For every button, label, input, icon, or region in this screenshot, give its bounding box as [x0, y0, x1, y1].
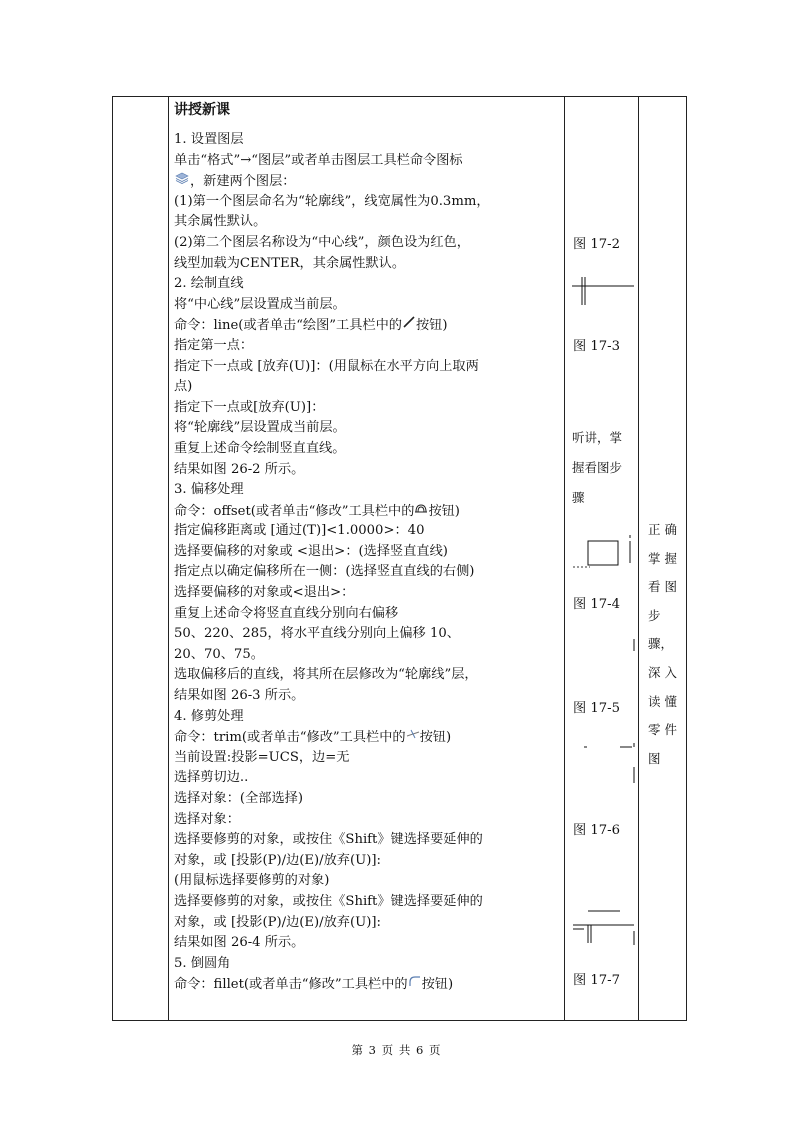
lesson-line: 选取偏移后的直线，将其所在层修改为“轮廓线”层，	[174, 667, 478, 683]
lesson-line-text: 按钮)	[419, 730, 452, 746]
lesson-line-text: 命令：trim(或者单击“修改”工具栏中的	[174, 730, 406, 746]
figure-label: 图 17-7	[573, 973, 621, 988]
teaching-objective	[648, 516, 688, 773]
lesson-line	[174, 727, 558, 748]
lesson-line: (用鼠标选择要修剪的对象)	[174, 873, 330, 889]
lesson-steps	[174, 130, 558, 995]
section-heading: 讲授新课	[174, 102, 230, 118]
lesson-line: 将“中心线”层设置成当前层。	[174, 296, 346, 312]
lesson-line: 对象，或 [投影(P)/边(E)/放弃(U)]:	[174, 852, 381, 868]
offset-tool-icon	[414, 501, 428, 522]
lesson-line: 选择对象：(全部选择)	[174, 791, 303, 806]
lesson-line	[174, 171, 558, 192]
lesson-line: 5. 倒圆角	[174, 955, 231, 971]
student-activity-note	[572, 423, 636, 513]
objective-line: 深 入	[648, 664, 677, 680]
lesson-line-text: 按钮)	[428, 503, 460, 519]
lesson-line: 其余属性默认。	[174, 214, 267, 230]
figure-17-3-thumbnail	[572, 535, 636, 569]
lesson-line: 3. 偏移处理	[174, 482, 244, 498]
lesson-line: 结果如图 26-4 所示。	[174, 935, 305, 951]
lesson-line: 指定偏移距离或 [通过(T)]<1.0000>：40	[174, 523, 425, 539]
lesson-line: 选择剪切边..	[174, 770, 249, 786]
objective-line: 步	[648, 607, 661, 623]
lesson-line-text: 按钮)	[421, 977, 454, 993]
lesson-line: 重复上述命令将竖直直线分别向右偏移	[174, 605, 399, 621]
lesson-line: 结果如图 26-2 所示。	[174, 461, 305, 477]
page-footer: 第 3 页 共 6 页	[351, 1043, 442, 1057]
lesson-line: 当前设置:投影=UCS，边=无	[174, 749, 350, 765]
fillet-tool-icon	[408, 974, 422, 995]
lesson-line: 1. 设置图层	[174, 132, 244, 147]
trim-tool-icon	[406, 727, 420, 748]
lesson-line: 选择要偏移的对象或 <退出>：(选择竖直直线)	[174, 543, 448, 559]
lesson-line: 结果如图 26-3 所示。	[174, 688, 305, 704]
tick-mark	[572, 637, 636, 653]
lesson-line	[174, 501, 558, 522]
lesson-content-column	[168, 97, 564, 1020]
objective-line: 零 件	[648, 722, 677, 738]
figure-17-2-thumbnail	[572, 277, 636, 307]
lesson-line: 20、70、75。	[174, 646, 264, 662]
lesson-line: 指定点以确定偏移所在一侧：(选择竖直直线的右侧)	[174, 564, 475, 580]
lesson-line	[174, 315, 558, 336]
figure-label: 图 17-5	[573, 701, 621, 716]
lesson-line: 指定下一点或[放弃(U)]：	[174, 399, 325, 415]
lesson-line: (1)第一个图层命名为“轮廓线”，线宽属性为0.3mm，	[174, 193, 490, 209]
figure-17-5-thumbnail	[572, 739, 636, 789]
note-line: 握看图步	[572, 460, 623, 475]
lesson-line-text: 按钮)	[416, 318, 448, 334]
note-line: 骤	[572, 490, 585, 505]
lesson-line: 选择要偏移的对象或<退出>：	[174, 585, 355, 601]
layers-icon	[174, 171, 190, 192]
figure-label: 图 17-4	[573, 597, 621, 612]
figure-label: 图 17-6	[573, 823, 621, 838]
objective-line: 读 懂	[648, 693, 677, 709]
lesson-line-text: 命令：fillet(或者单击“修改”工具栏中的	[174, 977, 408, 993]
figure-label: 图 17-2	[573, 237, 621, 252]
figure-label: 图 17-3	[573, 339, 621, 354]
lesson-line: 点)	[174, 379, 193, 395]
column-divider	[638, 97, 639, 1020]
objective-line: 骤，	[648, 636, 674, 652]
lesson-line: 指定下一点或 [放弃(U)]：(用鼠标在水平方向上取两	[174, 358, 479, 374]
lesson-line: 线型加载为CENTER，其余属性默认。	[174, 255, 406, 271]
lesson-line-text: ，新建两个图层：	[190, 173, 296, 189]
objective-line: 正 确	[648, 522, 677, 537]
lesson-table	[112, 96, 687, 1021]
lesson-line: 重复上述命令绘制竖直直线。	[174, 440, 346, 456]
lesson-line: 选择对象：	[174, 811, 240, 827]
line-tool-icon	[402, 315, 416, 336]
lesson-line: 50、220、285，将水平直线分别向上偏移 10、	[174, 626, 460, 642]
lesson-line: 指定第一点：	[174, 337, 254, 353]
lesson-line-text: 命令：line(或者单击“绘图”工具栏中的	[174, 318, 402, 334]
note-line: 听讲，掌	[572, 430, 623, 445]
lesson-line: 选择要修剪的对象，或按住《Shift》键选择要延伸的	[174, 832, 483, 848]
objective-line: 看 图	[648, 579, 677, 595]
lesson-line: 2. 绘制直线	[174, 276, 244, 292]
lesson-line: 对象，或 [投影(P)/边(E)/放弃(U)]:	[174, 914, 381, 930]
lesson-line	[174, 974, 558, 995]
objective-line: 掌 握	[648, 550, 677, 566]
lesson-line: (2)第二个图层名称设为“中心线”，颜色设为红色，	[174, 234, 470, 250]
lesson-line: 单击“格式”→“图层”或者单击图层工具栏命令图标	[174, 152, 463, 168]
lesson-line: 选择要修剪的对象，或按住《Shift》键选择要延伸的	[174, 893, 483, 909]
objective-line: 图	[648, 750, 661, 766]
lesson-line: 将“轮廓线”层设置成当前层。	[174, 420, 346, 436]
column-divider	[564, 97, 565, 1020]
figure-17-6-thumbnail	[572, 903, 636, 947]
lesson-line: 4. 修剪处理	[174, 708, 244, 724]
lesson-line-text: 命令：offset(或者单击“修改”工具栏中的	[174, 503, 415, 519]
